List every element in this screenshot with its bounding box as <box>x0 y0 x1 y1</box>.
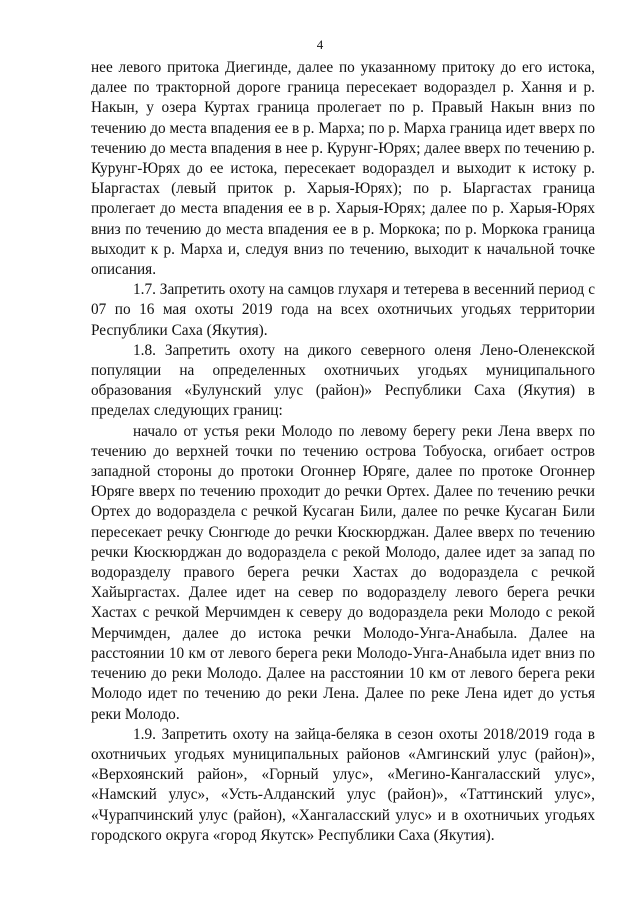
document-body <box>91 58 595 846</box>
paragraph-boundary-continuation: нее левого притока Диегинде, далее по указанному притоку до его истока, далее по тракторной дороге граница пересекает водораздел р. Хання и р. Накын, у озера Куртах граница пролегает по р. Правый Накын вниз по течению до места впадения ее в р. Марха; по р. Марха граница идет вверх по течению до места впадения в нее р. Курунг-Юрях; далее вверх по течению р. Курунг-Юрях до ее истока, пересекает водораздел и выходит к истоку р. Ыаргастах (левый приток р. Харыя-Юрях); по р. Ыаргастах граница пролегает до места впадения ее в р. Харыя-Юрях; далее по р. Харыя-Юрях вниз по течению до места впадения ее в р. Моркока; по р. Моркока граница выходит к р. Марха и, следуя вниз по течению, выходит к начальной точке описания. <box>91 59 595 279</box>
paragraph-clause-1-8: 1.8. Запретить охоту на дикого северного оленя Лено-Оленекской популяции на определенных охотничьих угодьях муниципального образования «Булунский улус (район)» Республики Саха (Якутия) в пределах следующих границ: <box>91 341 595 420</box>
page-number: 4 <box>316 37 324 52</box>
paragraph-clause-1-7: 1.7. Запретить охоту на самцов глухаря и тетерева в весенний период с 07 по 16 мая охоты 2019 года на всех охотничьих угодьях территории Республики Саха (Якутия). <box>91 281 595 339</box>
paragraph-boundary-description: начало от устья реки Молодо по левому берегу реки Лена вверх по течению до верхней точки по течению острова Тобуоска, огибает остров западной стороны до протоки Огоннер Юряге, далее по протоке Огоннер Юряге вверх по течению проходит до речки Ортех. Далее по течению речки Ортех до водораздела с речкой Кусаган Били, далее по речке Кусаган Били пересекает речку Сюнгюде до речки Кюскюрджан. Далее вверх по течению речки Кюскюрджан до водораздела с рекой Молодо, далее идет за запад по водоразделу правого берега речки Хастах до водораздела с речкой Хайыргастах. Далее идет на север по водоразделу левого берега речки Хастах с речкой Мерчимден к северу до водораздела реки Молодо с рекой Мерчимден, далее до истока речки Молодо-Унга-Анабыла. Далее на расстоянии 10 км от левого берега реки Молодо-Унга-Анабыла идет вниз по течению до реки Молодо. Далее на расстоянии 10 км от левого берега реки Молодо идет по течению до реки Лена. Далее по реке Лена идет до устья реки Молодо. <box>91 422 595 723</box>
paragraph-clause-1-9: 1.9. Запретить охоту на зайца-беляка в сезон охоты 2018/2019 года в охотничьих угодьях муниципальных районов «Амгинский улус (район)», «Верхоянский район», «Горный улус», «Мегино-Кангаласский улус», «Намский улус», «Усть-Алданский улус (район)», «Таттинский улус», «Чурапчинский улус (район), «Хангаласский улус» и в охотничьих угодьях городского округа «город Якутск» Республики Саха (Якутия). <box>91 725 595 844</box>
